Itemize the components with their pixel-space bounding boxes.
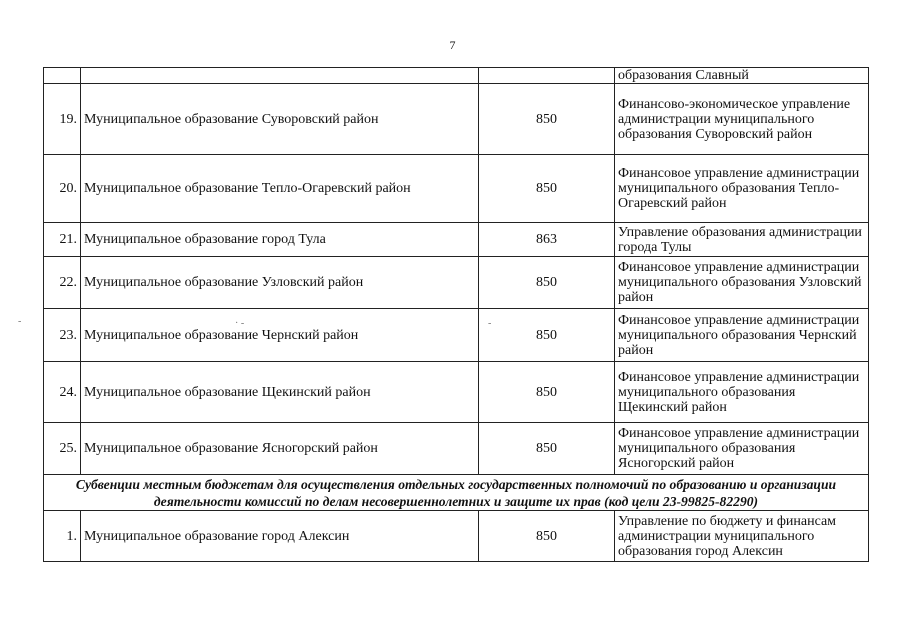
administrator-name: Финансовое управление администрации муниципального образования Щекинский район (615, 362, 869, 423)
administrator-name: Финансовое управление администрации муниципального образования Узловский район (615, 257, 869, 309)
municipality-name (81, 68, 479, 84)
table-row (44, 155, 869, 223)
row-number: 1. (44, 511, 81, 562)
administrator-name: Финансовое управление администрации муниципального образования Тепло-Огаревский район (615, 155, 869, 223)
budget-code: 850 (479, 423, 615, 475)
table-row (44, 257, 869, 309)
municipality-name: Муниципальное образование Щекинский район (81, 362, 479, 423)
administrator-name: Управление по бюджету и финансам администрации муниципального образования город Алексин (615, 511, 869, 562)
administrator-name: Управление образования администрации города Тулы (615, 223, 869, 257)
budget-code: 850 (479, 155, 615, 223)
table-row (44, 84, 869, 155)
scan-mark: · ‐ (235, 318, 245, 329)
budget-code: 850 (479, 257, 615, 309)
municipality-name: Муниципальное образование Чернский район (81, 309, 479, 362)
section-heading: Субвенции местным бюджетам для осуществления отдельных государственных полномочий по образованию и организации деятельности комиссий по делам несовершеннолетних и защите их прав (код цели 23-99825-82290) (44, 475, 869, 511)
row-number: 19. (44, 84, 81, 155)
municipality-name: Муниципальное образование Ясногорский район (81, 423, 479, 475)
table-row (44, 309, 869, 362)
municipality-name: Муниципальное образование город Тула (81, 223, 479, 257)
municipality-name: Муниципальное образование Суворовский район (81, 84, 479, 155)
budget-code: 850 (479, 309, 615, 362)
administrator-name: Финансово-экономическое управление администрации муниципального образования Суворовский район (615, 84, 869, 155)
row-number: 24. (44, 362, 81, 423)
row-number (44, 68, 81, 84)
municipality-name: Муниципальное образование город Алексин (81, 511, 479, 562)
table-row (44, 223, 869, 257)
budget-code: 850 (479, 84, 615, 155)
budget-code: 850 (479, 511, 615, 562)
table-row (44, 511, 869, 562)
administrator-name: образования Славный (615, 68, 869, 84)
row-number: 21. (44, 223, 81, 257)
page-number: 7 (449, 38, 456, 52)
administrator-name: Финансовое управление администрации муниципального образования Чернский район (615, 309, 869, 362)
row-number: 23. (44, 309, 81, 362)
budget-code: 863 (479, 223, 615, 257)
scan-mark: ‐ (18, 316, 22, 327)
municipality-name: Муниципальное образование Узловский район (81, 257, 479, 309)
municipality-name: Муниципальное образование Тепло-Огаревский район (81, 155, 479, 223)
table-row (44, 423, 869, 475)
row-number: 22. (44, 257, 81, 309)
row-number: 25. (44, 423, 81, 475)
administrator-name: Финансовое управление администрации муниципального образования Ясногорский район (615, 423, 869, 475)
budget-code (479, 68, 615, 84)
table-row (44, 68, 869, 84)
section-heading-row (44, 475, 869, 511)
scan-mark: ‐ (488, 318, 492, 329)
budget-code: 850 (479, 362, 615, 423)
row-number: 20. (44, 155, 81, 223)
table-row (44, 362, 869, 423)
recipients-table (43, 67, 869, 562)
